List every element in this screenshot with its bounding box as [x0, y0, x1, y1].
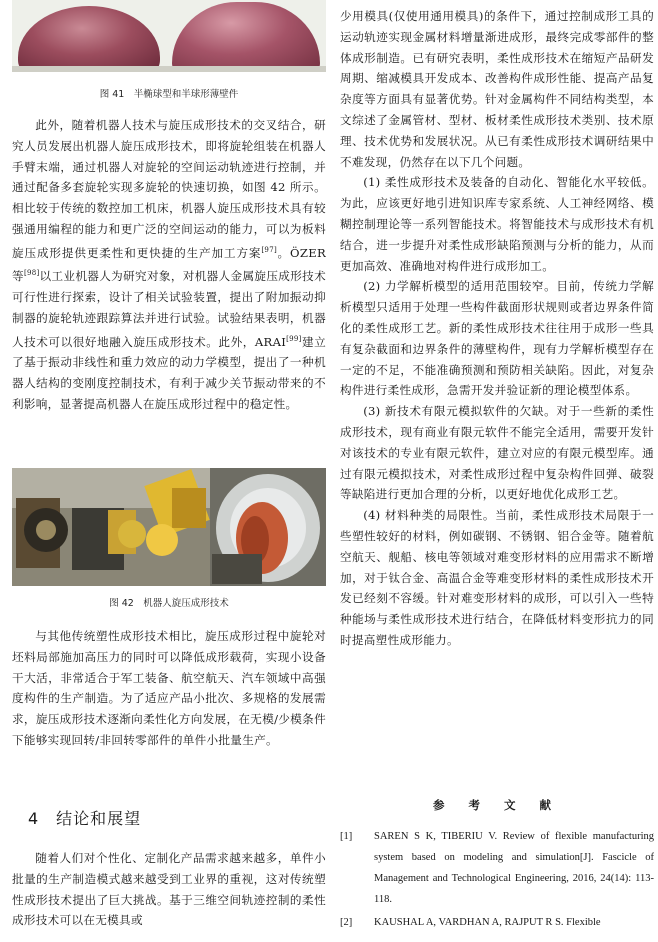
- left-paragraph-1: [12, 115, 326, 415]
- robot-spinning-illustration: [12, 468, 326, 586]
- citation-99: [99]: [286, 334, 302, 343]
- reference-item: [340, 826, 654, 910]
- left-paragraph-3: 随着人们对个性化、定制化产品需求越来越多，单件小批量的生产制造模式越来越受到工业界的重视，这对传统塑性成形技术提出了巨大挑战。基于三维空间轨迹控制的柔性成形技术可以在无模具或: [12, 851, 326, 928]
- hemisphere-part: [172, 2, 320, 72]
- reference-list: [340, 826, 654, 935]
- figure-41-caption: 图 41 半椭球型和半球形薄壁件: [99, 89, 239, 100]
- section-4-heading: 4 结论和展望: [28, 809, 142, 828]
- reference-number: [1]: [340, 831, 353, 842]
- text-run: 此外，随着机器人技术与旋压成形技术的交叉结合，研究人员发展出机器人旋压成形技术，即将旋轮组装在机器人手臂末端，通过机器人对旋轮的空间运动轨迹进行控制，并通过配备多套旋轮实现多旋轮的快速切换，如图 42 所示。相比较于传统的数控加工机床，机器人旋压成形技术具有较强通用编程的能力和更广泛的空间运动的能力，可以为板料旋压成形提供更柔性和更快捷的生产加工方案: [12, 118, 326, 260]
- citation-97: [97]: [261, 245, 277, 254]
- references-heading: 参 考 文 献: [432, 798, 561, 812]
- reference-text: SAREN S K, TIBERIU V. Review of flexible manufacturing system based on modeling and simulation[J]. Fascicle of Management and Technological Engineering, 2016, 24(14): 113-118.: [374, 831, 654, 905]
- issue-item-3: (3) 新技术有限元模拟软件的欠缺。对于一些新的柔性成形技术，现有商业有限元软件不能完全适用，需要开发针对该技术的专业有限元软件，建立对应的有限元模型库。通过有限元模拟技术，对柔性成形过程中复杂构件回弹、破裂等缺陷进行更加合理的分析，以更好地优化成形工艺。: [340, 404, 654, 502]
- text-run: 建立了基于振动非线性和重力效应的动力学模型，提出了一种机器人结构的变刚度控制技术，有利于减少关节振动带来的不利影响，显著提高机器人在旋压成形过程中的稳定性。: [12, 334, 326, 411]
- reference-item: [340, 912, 654, 933]
- reference-number: [2]: [340, 917, 353, 928]
- figure-42-caption: 图 42 机器人旋压成形技术: [109, 598, 229, 609]
- issue-item-1: (1) 柔性成形技术及装备的自动化、智能化水平较低。为此，应该更好地引进知识库专家系统、人工神经网络、模糊控制理论等一系列智能技术。将智能技术与成形技术有机结合，进一步提升对柔性成形缺陷预测与分析的能力，从而更加高效、准确地对构件进行成形加工。: [340, 175, 654, 273]
- left-column: [12, 0, 326, 928]
- issue-item-4: (4) 材料种类的局限性。当前，柔性成形技术局限于一些塑性较好的材料，例如碳钢、不锈钢、铝合金等。随着航空航天、舰船、核电等领域对难变形材料的应用需求不断增加，对于钛合金、高温合金等难变形材料的柔性成形技术开发已经刻不容缓。针对难变形材料的成形，可以引入一些特种能场与柔性成形技术进行结合，在降低材料变形抗力的同时提高塑性成形能力。: [340, 508, 654, 647]
- figure-41-image: [12, 0, 326, 72]
- right-text-block: [340, 6, 654, 651]
- issue-item-2: (2) 力学解析模型的适用范围较窄。目前，传统力学解析模型只适用于处理一些构件截面形状规则或者边界条件简化的柔性成形工艺。新的柔性成形技术往往用于成形一些具有复杂截面和边界条件的薄壁构件，现有力学解析模型存在一定的不足，不能准确预测和预防相关缺陷。因此，对复杂构件进行柔性成形，急需开发并验证新的理论模型体系。: [340, 279, 654, 398]
- figure-42-image: [12, 468, 326, 586]
- text-run: 以工业机器人为研究对象，对机器人金属旋压成形技术可行性进行探索，设计了相关试验装置，提出了附加振动抑制器的旋轮轨迹跟踪算法并进行试验。试验结果表明，机器人技术可以很好地融入旋压成形技术。此外，ARAI: [12, 269, 326, 349]
- reference-text: KAUSHAL A, VARDHAN A, RAJPUT R S. Flexible: [374, 917, 601, 928]
- semi-ellipsoid-part: [18, 6, 160, 70]
- text-run: 。ÖZER 等: [12, 245, 326, 284]
- left-paragraph-2: 与其他传统塑性成形技术相比，旋压成形过程中旋轮对坯料局部施加高压力的同时可以降低成形载荷，实现小设备干大活，非常适合于军工装备、航空航天、汽车领域中高强度构件的生产制造。为了适应产品小批次、多规格的发展需求，旋压成形技术逐渐向柔性化方向发展，在无模/少模条件下能够实现回转/非回转零部件的单件小批量生产。: [12, 629, 326, 747]
- figure-base: [12, 66, 326, 72]
- citation-98: [98]: [23, 269, 40, 278]
- right-paragraph-1: 少用模具(仅使用通用模具)的条件下，通过控制成形工具的运动轨迹实现金属材料增量渐进成形，最终完成零部件的整体成形制造。已有研究表明，柔性成形技术在缩短产品研发周期、缩减模具开发成本、改善构件成形性能、提高产品复杂度等方面具有显著优势。针对金属构件不同结构类型，本文综述了金属管材、型材、板材柔性成形技术类别、技术原理、技术优势和发展状况。从已有柔性成形技术调研结果中不难发现，仍然存在以下几个问题。: [340, 9, 654, 169]
